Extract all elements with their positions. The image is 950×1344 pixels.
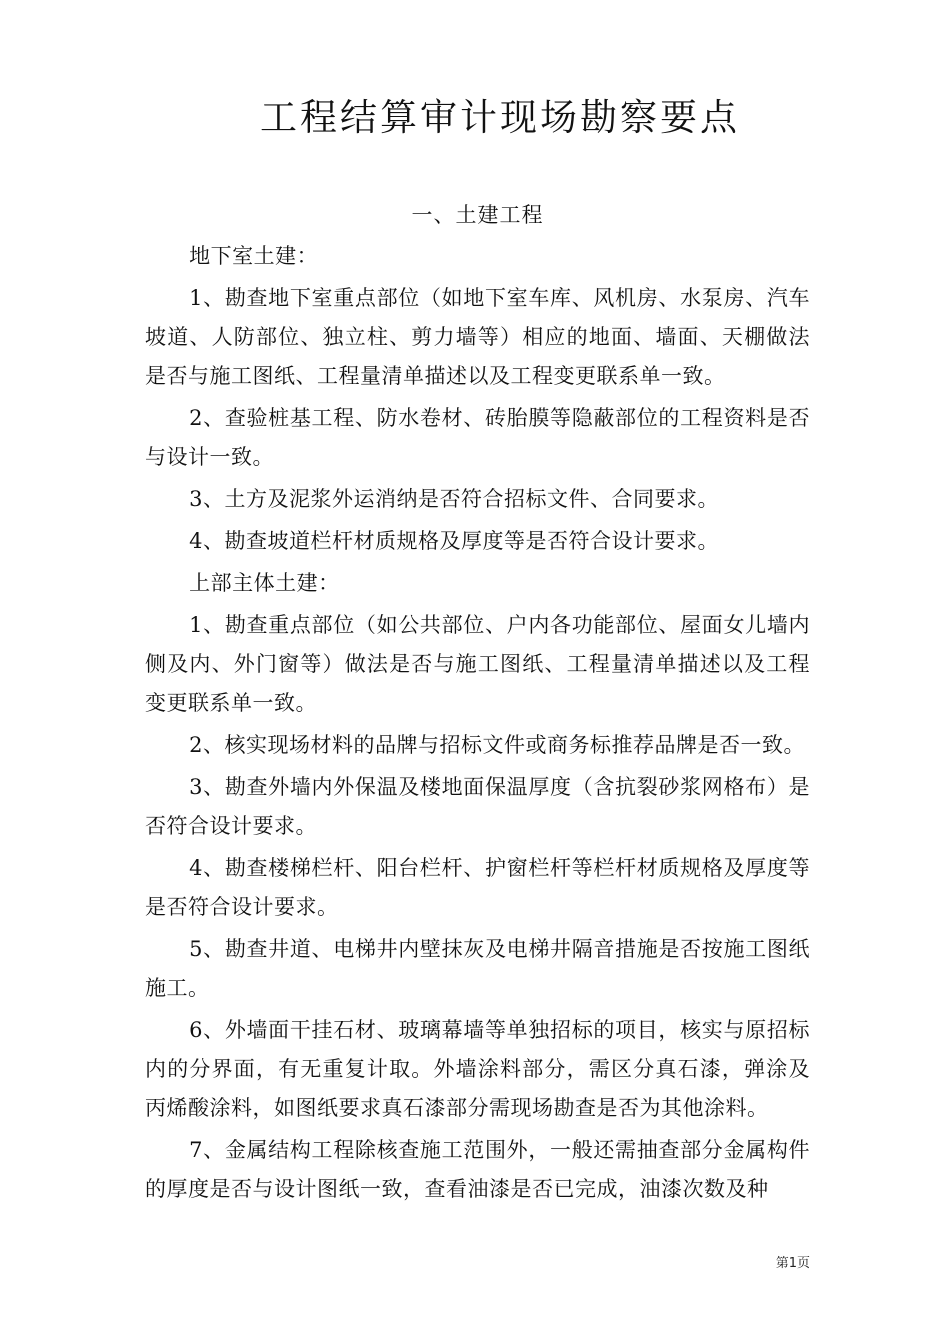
section-heading: 一、土建工程	[411, 203, 544, 227]
basement-heading: 地下室土建：	[189, 244, 319, 268]
superstructure-item-1: 1、勘查重点部位（如公共部位、户内各功能部位、屋面女儿墙内侧及内、外门窗等）做法是否与施工图纸、工程量清单描述以及工程变更联系单一致。	[145, 613, 810, 715]
basement-item-2: 2、查验桩基工程、防水卷材、砖胎膜等隐蔽部位的工程资料是否与设计一致。	[145, 406, 810, 469]
document-title: 工程结算审计现场勘察要点	[260, 96, 740, 139]
superstructure-item-7: 7、金属结构工程除核查施工范围外，一般还需抽查部分金属构件的厚度是否与设计图纸一致，查看油漆是否已完成，油漆次数及种	[145, 1138, 810, 1201]
basement-item-1: 1、勘查地下室重点部位（如地下室车库、风机房、水泵房、汽车坡道、人防部位、独立柱、剪力墙等）相应的地面、墙面、天棚做法是否与施工图纸、工程量清单描述以及工程变更联系单一致。	[145, 286, 810, 388]
superstructure-item-5: 5、勘查井道、电梯井内壁抹灰及电梯井隔音措施是否按施工图纸施工。	[145, 937, 810, 1000]
superstructure-item-4: 4、勘查楼梯栏杆、阳台栏杆、护窗栏杆等栏杆材质规格及厚度等是否符合设计要求。	[145, 856, 810, 919]
superstructure-heading: 上部主体土建：	[189, 571, 340, 595]
superstructure-item-2: 2、核实现场材料的品牌与招标文件或商务标推荐品牌是否一致。	[189, 733, 805, 757]
superstructure-item-3: 3、勘查外墙内外保温及楼地面保温厚度（含抗裂砂浆网格布）是否符合设计要求。	[145, 775, 810, 838]
document-body	[145, 193, 810, 1212]
page-number: 第1页	[775, 1256, 810, 1271]
superstructure-item-6: 6、外墙面干挂石材、玻璃幕墙等单独招标的项目，核实与原招标内的分界面，有无重复计取。外墙涂料部分，需区分真石漆，弹涂及丙烯酸涂料，如图纸要求真石漆部分需现场勘查是否为其他涂料。	[145, 1018, 810, 1120]
basement-item-3: 3、土方及泥浆外运消纳是否符合招标文件、合同要求。	[189, 487, 719, 511]
basement-item-4: 4、勘查坡道栏杆材质规格及厚度等是否符合设计要求。	[189, 529, 719, 553]
